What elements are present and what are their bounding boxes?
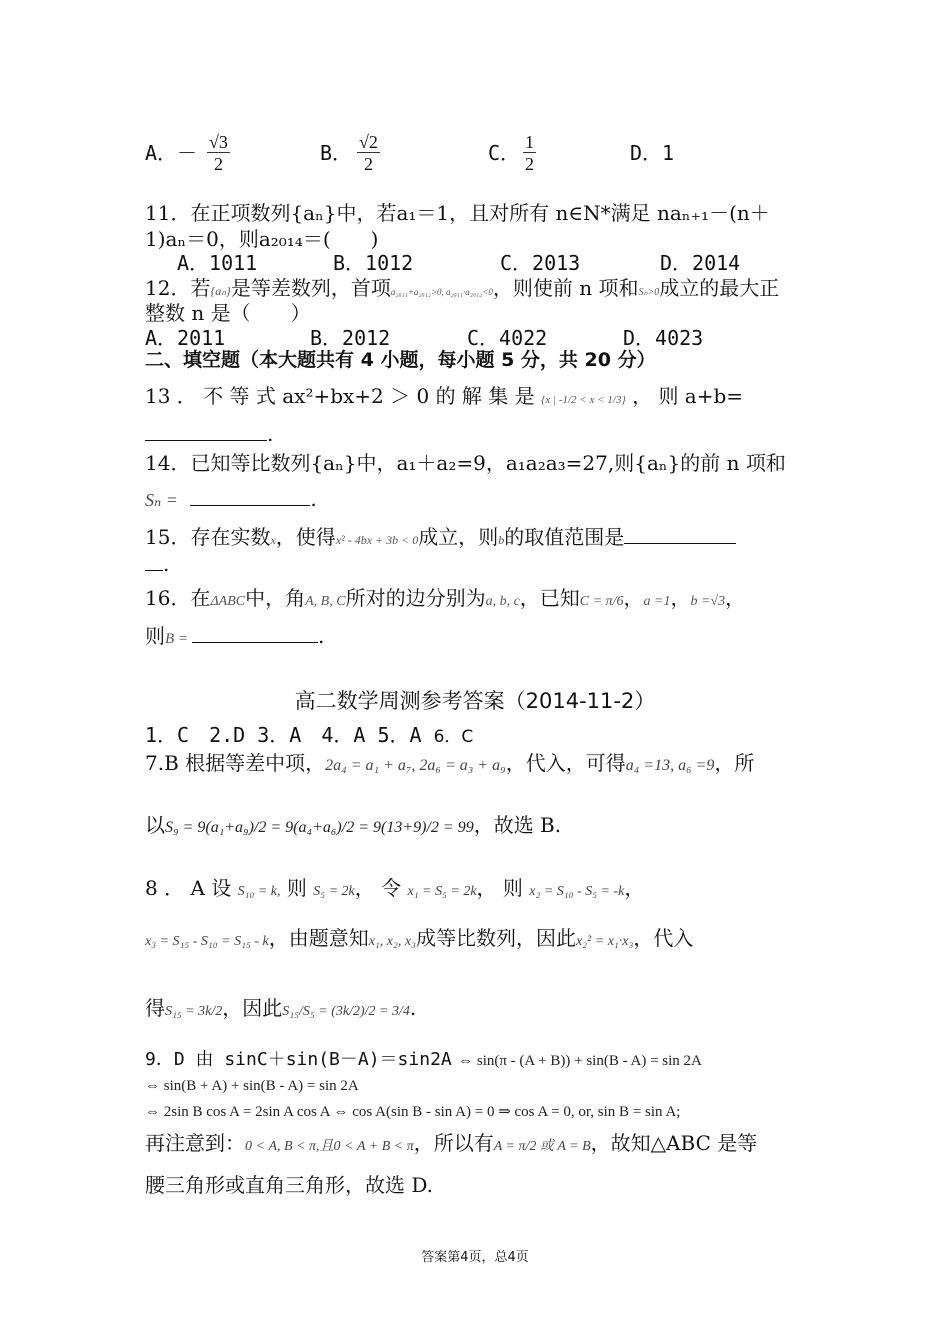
q12-mid2: ，则使前 n 项和 <box>492 276 639 300</box>
answer9-eq2: ⇔ sin(B + A) + sin(B - A) = sin 2A <box>145 1078 359 1094</box>
q15-end: . <box>163 552 170 576</box>
q14-end: . <box>310 487 317 511</box>
q12-condition: a₂₀₁₁+a₂₀₁₂>0, a₂₀₁₁·a₂₀₁₂<0 <box>390 287 493 297</box>
answer7-suffix: ，所 <box>714 751 755 775</box>
q11-option-b: B．1012 <box>333 251 414 275</box>
q12-option-d: D．4023 <box>623 326 704 350</box>
answer7-line2-prefix: 以 <box>145 813 165 837</box>
answer8-line3 <box>145 995 416 1025</box>
q13-blank <box>145 420 267 441</box>
answer-title: 高二数学周测参考答案（2014-11-2） <box>294 689 656 713</box>
q15-blank-cont <box>145 550 163 571</box>
answer8-lead: 8 ． A 设 <box>145 876 232 900</box>
answer8-comma: ， <box>624 876 645 900</box>
q12-suffix: 成立的最大正 <box>659 276 780 300</box>
answer8-eq1: S₁₀ = k, <box>237 884 281 899</box>
answer9-line3 <box>145 1096 680 1125</box>
q16-sides: a, b, c <box>485 594 520 609</box>
q15-mid2: 成立，则 <box>418 525 499 549</box>
q15-line1 <box>145 523 736 553</box>
q10-option-c-label: C． <box>488 141 521 165</box>
q10-option-c-fraction <box>523 132 536 175</box>
answer8-line3-prefix: 得 <box>145 996 165 1020</box>
q11-option-c: C．2013 <box>500 251 581 275</box>
q10-option-a-fraction <box>207 132 230 175</box>
answer8-then2: ， 则 <box>476 876 523 900</box>
q16-line2 <box>145 622 324 652</box>
q16-c-eq: C = π/6 <box>579 594 624 609</box>
q11-line2: 1)aₙ＝0，则a₂₀₁₄＝( ) <box>145 227 379 251</box>
answer8-eq5: x₃ = S₁₅ - S₁₀ = S₁₅ - k <box>145 934 269 949</box>
answer8-eq6: x₁, x₂, x₃ <box>368 934 416 949</box>
q11-option-d: D．2014 <box>660 251 741 275</box>
q15-blank <box>624 523 736 544</box>
q12-line2: 整数 n 是（ ） <box>145 301 311 325</box>
q12-option-c: C．4022 <box>467 326 548 350</box>
answer9-mid: ，所以有 <box>413 1131 494 1155</box>
answer7-eq2: a₄ =13, a₆ =9 <box>625 757 715 774</box>
q15-var-x: x <box>270 533 276 547</box>
q15-var-b: b <box>498 533 505 547</box>
answer8-eq9: S₁₅/S₅ = (3k/2)/2 = 3/4 <box>282 1004 410 1019</box>
q10-option-a-num: √3 <box>209 132 228 152</box>
answer7-eq1: 2a₄ = a₁ + a₇, 2a₆ = a₃ + a₉ <box>325 757 506 774</box>
q13-set: {x | -1/2 < x < 1/3} <box>541 394 626 406</box>
q10-option-d: D．1 <box>630 141 675 165</box>
answer7-line2 <box>145 812 561 841</box>
q12-sn: Sₙ>0 <box>638 287 660 298</box>
q16-mid3: ，已知 <box>519 586 580 610</box>
q11-options <box>145 250 805 276</box>
q10-options <box>145 132 845 198</box>
answer8-mid2: 成等比数列，因此 <box>415 926 576 950</box>
answer7-prefix: 7.B 根据等差中项， <box>145 751 326 775</box>
answer8-then1: 则 <box>286 876 307 900</box>
answer9-eq3: ⇔ 2sin B cos A = 2sin A cos A ⇔ cos A(sin B - sin A) = 0 ⇒ cos A = 0, or, sin B = sin A; <box>145 1104 681 1120</box>
q11-option-a: A．1011 <box>177 251 258 275</box>
answer8-eq8: S₁₅ = 3k/2 <box>165 1004 223 1019</box>
q10-option-b-den: 2 <box>363 154 373 174</box>
q16-line2-prefix: 则 <box>145 624 165 648</box>
q15-inequality: x² - 4bx + 3b < 0 <box>335 533 419 547</box>
answers-1-6 <box>145 722 473 750</box>
answer8-end: . <box>409 996 417 1020</box>
answer8-eq4: x₂ = S₁₀ - S₅ = -k <box>529 884 625 899</box>
answer9-lead: 9．D 由 sinC＋sin(B－A)＝sin2A <box>145 1049 452 1070</box>
answer9-line2 <box>145 1070 359 1099</box>
answer8-mid3: ，因此 <box>222 996 283 1020</box>
q16-b-ask: B = <box>165 631 189 647</box>
answer8-eq3: x₁ = S₅ = 2k <box>407 884 477 899</box>
answer8-eq7: x₂² = x₁·x₃ <box>575 934 634 949</box>
q10-option-a-label: A．－ <box>145 141 198 165</box>
q12-mid: 是等差数列，首项 <box>230 276 391 300</box>
q14-sn-label: Sₙ = <box>145 490 178 510</box>
q15-prefix: 15．存在实数 <box>145 525 271 549</box>
answer9-cond: 0 < A, B < π,且0 < A + B < π <box>245 1139 414 1154</box>
answer7-mid: ，代入，可得 <box>505 751 626 775</box>
answer7-eq3: S₉ = 9(a₁+a₉)/2 = 9(a₄+a₆)/2 = 9(13+9)/2 = 99 <box>165 819 474 836</box>
q14-line1: 14．已知等比数列{aₙ}中，a₁＋a₂=9，a₁a₂a₃=27,则{aₙ}的前 n 项和 <box>145 451 786 475</box>
q12-prefix: 12．若 <box>145 276 211 300</box>
q10-option-a-den: 2 <box>213 154 223 174</box>
q16-prefix: 16．在 <box>145 586 211 610</box>
q10-option-c-den: 2 <box>525 154 534 174</box>
answer7-line2-suffix: ，故选 B. <box>473 813 562 837</box>
answers-1-5: 1．C 2.D 3．A 4．A 5．A <box>145 723 422 747</box>
q16-a-eq: a =1 <box>643 594 671 609</box>
q10-option-b-label: B． <box>320 141 353 165</box>
q13-tail: ， 则 a+b= <box>632 384 744 408</box>
q14-line2 <box>145 485 317 513</box>
q11-line1: 11．在正项数列{aₙ}中，若a₁＝1，且对所有 n∈N*满足 naₙ₊₁－(n＋ <box>145 201 770 225</box>
q15-suffix: 的取值范围是 <box>504 525 625 549</box>
answer8-let: ， 令 <box>354 876 402 900</box>
q10-option-b-num: √2 <box>359 132 378 152</box>
answer8-line1 <box>145 875 644 905</box>
answer9-eq1: ⇔ sin(π - (A + B)) + sin(B - A) = sin 2A <box>458 1053 702 1069</box>
q15-line2 <box>145 550 169 577</box>
answer9-suffix: ，故知△ABC 是等 <box>590 1131 758 1155</box>
q13-line1 <box>145 383 743 413</box>
q12-seq: {aₙ} <box>210 284 231 298</box>
answer8-line2 <box>145 925 693 955</box>
q10-option-b-fraction <box>357 132 380 175</box>
answer9-line5: 腰三角形或直角三角形，故选 D. <box>145 1173 434 1197</box>
answer-6: 6．C <box>433 727 474 747</box>
answer8-eq2: S₅ = 2k <box>313 884 355 899</box>
q16-blank <box>192 622 318 643</box>
q16-mid2: 所对的边分别为 <box>345 586 486 610</box>
q16-mid: 中，角 <box>245 586 306 610</box>
answer7-line1 <box>145 750 754 779</box>
q10-option-c-num: 1 <box>525 132 534 152</box>
q10-option-a <box>145 140 197 166</box>
q12-option-a: A．2011 <box>145 326 226 350</box>
q16-end: . <box>318 624 325 648</box>
q13-line2 <box>145 420 273 447</box>
answer8-mid: ，由题意知 <box>268 926 369 950</box>
answer9-line4-prefix: 再注意到： <box>145 1131 245 1155</box>
section2-title: 二、填空题（本大题共有 4 小题，每小题 5 分，共 20 分） <box>145 349 656 371</box>
q13-text: 13 ． 不 等 式 ax²+bx+2 ＞ 0 的 解 集 是 <box>145 384 535 408</box>
q16-triangle: ΔABC <box>210 594 246 609</box>
answer9-result: A = π/2 或 A = B <box>493 1139 591 1154</box>
answer9-line4 <box>145 1130 757 1160</box>
q16-b-eq: b =√3 <box>690 594 726 609</box>
q12-option-b: B．2012 <box>310 326 391 350</box>
q15-mid: ，使得 <box>275 525 336 549</box>
page-footer: 答案第4页，总4页 <box>421 1250 529 1265</box>
q13-end: . <box>267 422 274 446</box>
q14-blank <box>190 485 310 506</box>
q16-angles: A, B, C <box>305 594 346 609</box>
answer8-suffix: ，代入 <box>633 926 694 950</box>
q16-line1: 16．在ΔABC中，角A, B, C所对的边分别为a, b, c，已知C = π/6，a =1，b =√3， <box>145 586 746 610</box>
